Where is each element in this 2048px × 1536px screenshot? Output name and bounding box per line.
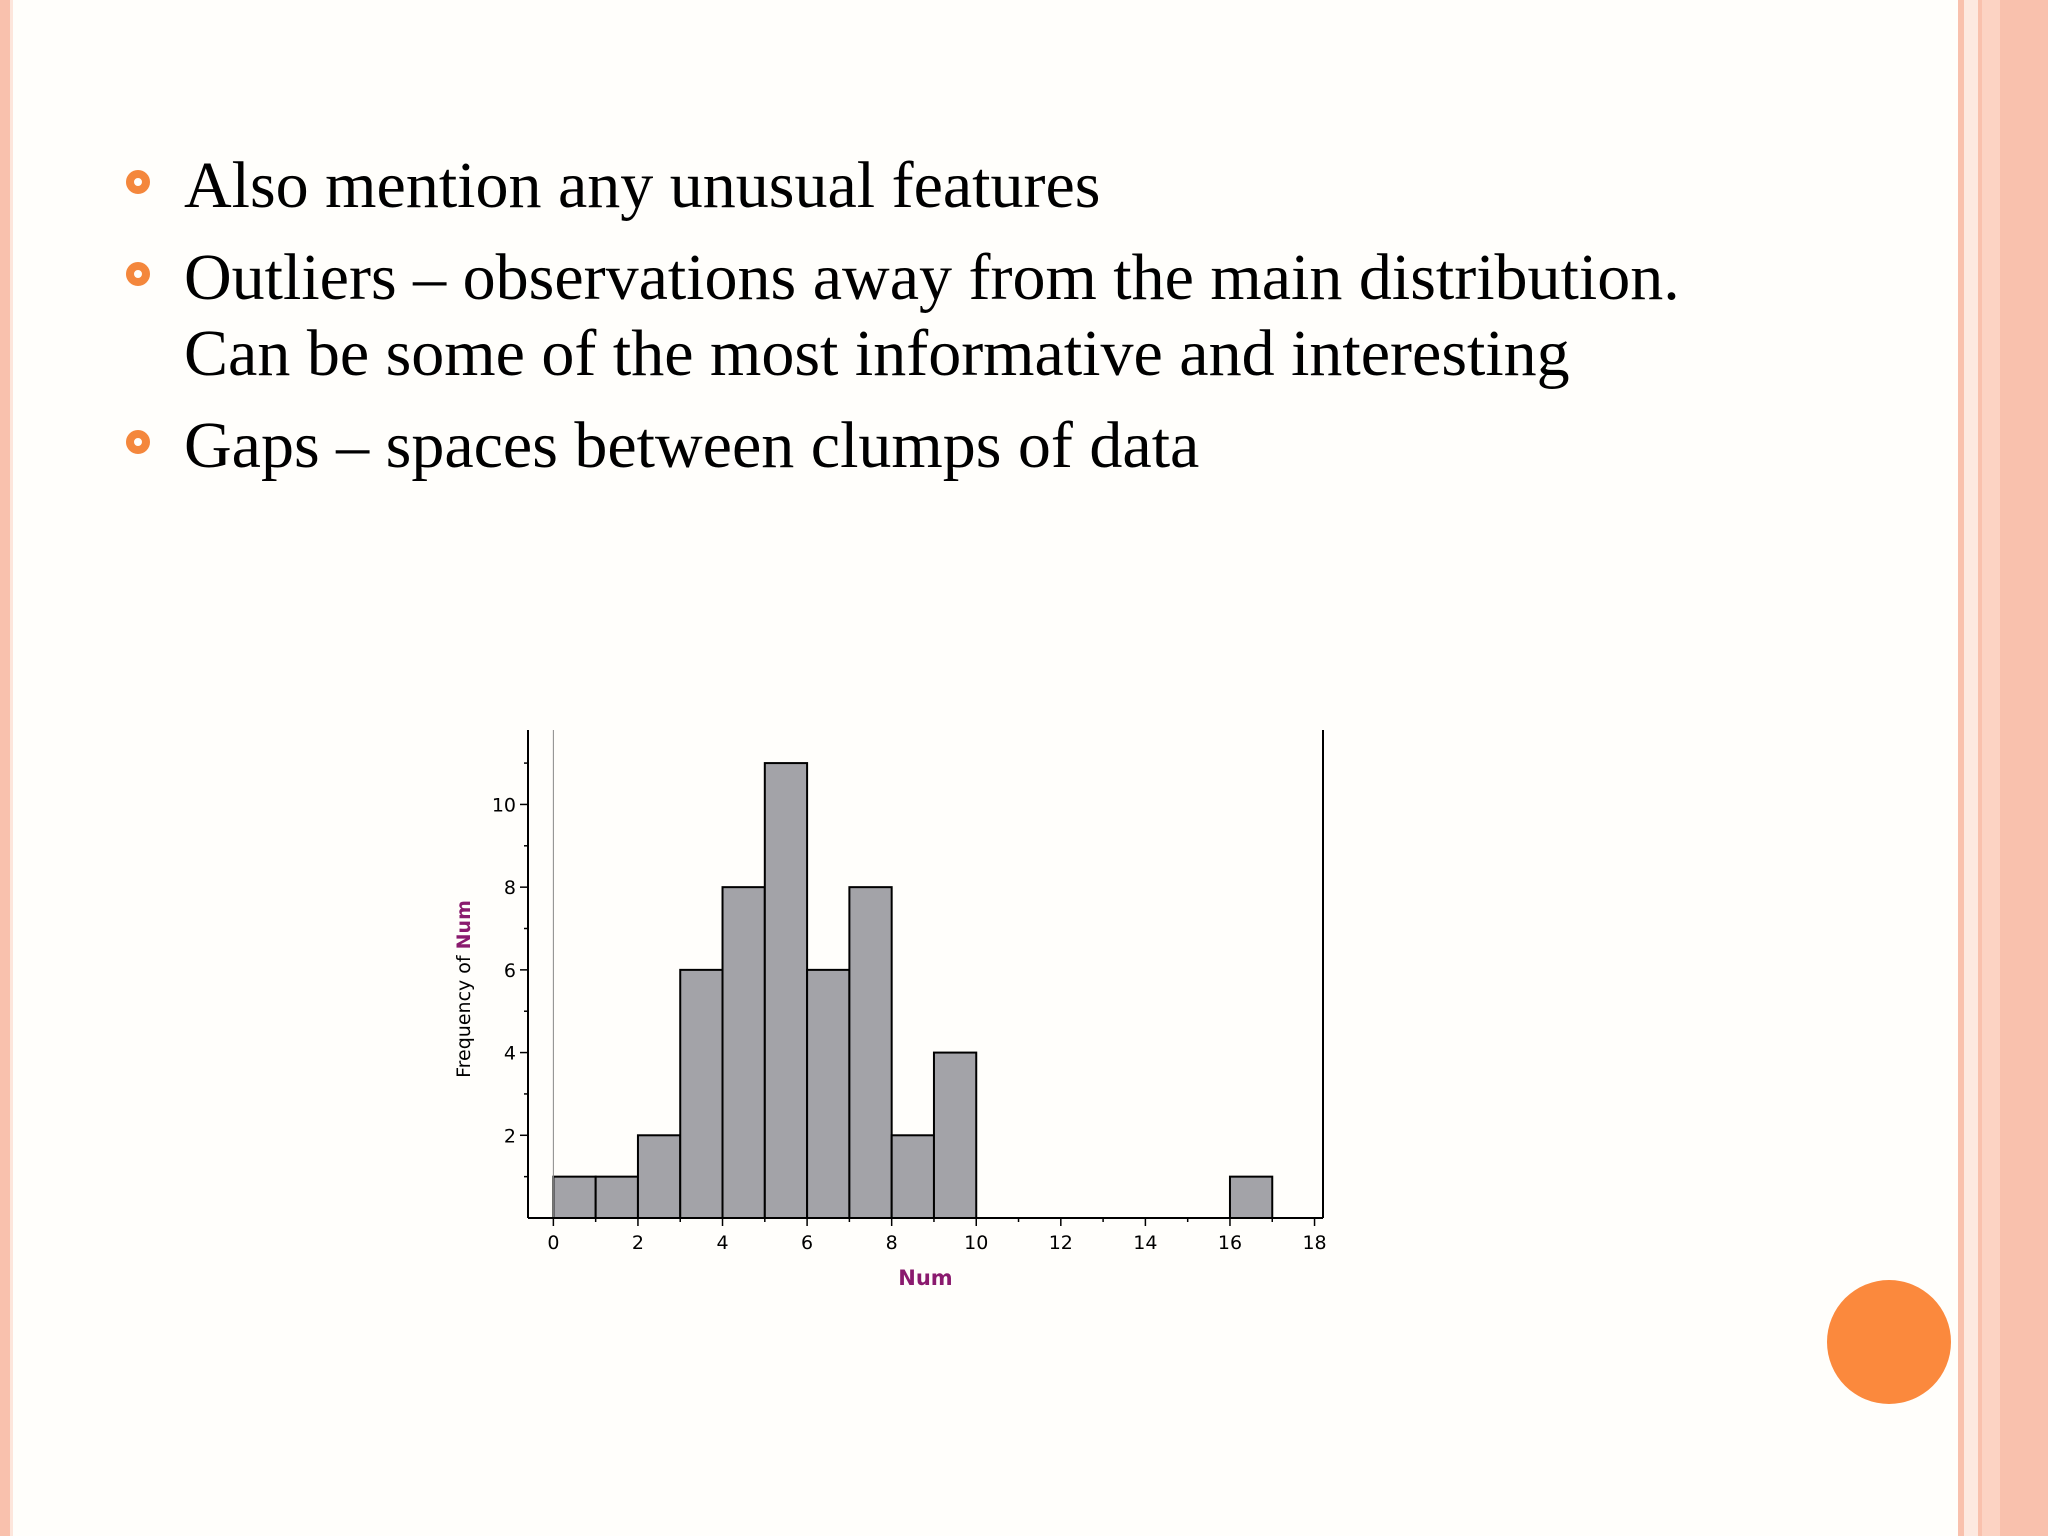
- y-tick-label: 8: [503, 877, 516, 900]
- x-tick-label: 14: [1133, 1232, 1158, 1254]
- right-border-wide: [1982, 0, 2000, 1536]
- left-border-inner: [10, 0, 13, 1536]
- histogram-bar: [596, 1177, 638, 1218]
- bullet-text: Gaps – spaces between clumps of data: [184, 409, 1200, 482]
- y-tick-label: 2: [503, 1125, 516, 1148]
- histogram-bar: [680, 970, 722, 1218]
- circle-bullet-icon: [126, 262, 150, 286]
- bullet-item-outliers: [126, 240, 1906, 392]
- x-tick-label: 6: [801, 1232, 814, 1254]
- histogram-bar: [638, 1135, 680, 1218]
- histogram-bar: [934, 1053, 976, 1218]
- circle-bullet-icon: [126, 430, 150, 454]
- x-tick-label: 10: [964, 1232, 989, 1254]
- x-tick-label: 0: [547, 1232, 560, 1254]
- histogram-svg: [440, 700, 1360, 1320]
- bullet-text-continued: Can be some of the most informative and interesting: [184, 317, 1570, 390]
- orange-circle-decoration: [1827, 1280, 1951, 1404]
- histogram-bar: [1230, 1177, 1272, 1218]
- histogram-bar: [723, 887, 765, 1218]
- x-tick-label: 4: [716, 1232, 729, 1254]
- histogram-bar: [553, 1177, 595, 1218]
- y-axis-label: Frequency of Num: [453, 900, 475, 1078]
- histogram-chart: [440, 700, 1360, 1320]
- left-border: [0, 0, 10, 1536]
- x-tick-label: 18: [1302, 1232, 1327, 1254]
- bullet-text: Also mention any unusual features: [184, 149, 1101, 222]
- y-tick-label: 10: [491, 794, 516, 817]
- x-tick-label: 12: [1048, 1232, 1073, 1254]
- y-tick-label: 4: [503, 1042, 516, 1065]
- y-tick-label: 6: [503, 959, 516, 982]
- bullet-list: [126, 148, 1906, 500]
- circle-bullet-icon: [126, 170, 150, 194]
- x-tick-label: 8: [885, 1232, 898, 1254]
- x-tick-label: 16: [1217, 1232, 1243, 1254]
- right-border-edge: [2000, 0, 2048, 1536]
- right-border-gap: [1964, 0, 1978, 1536]
- x-tick-label: 2: [631, 1232, 644, 1254]
- bullet-item-unusual-features: [126, 148, 1906, 224]
- x-axis-label: Num: [898, 1266, 953, 1290]
- histogram-bar: [849, 887, 891, 1218]
- histogram-bar: [765, 763, 807, 1218]
- bullet-text: Outliers – observations away from the main distribution.: [184, 241, 1680, 314]
- bullet-item-gaps: [126, 408, 1906, 484]
- histogram-bar: [892, 1135, 934, 1218]
- histogram-bar: [807, 970, 849, 1218]
